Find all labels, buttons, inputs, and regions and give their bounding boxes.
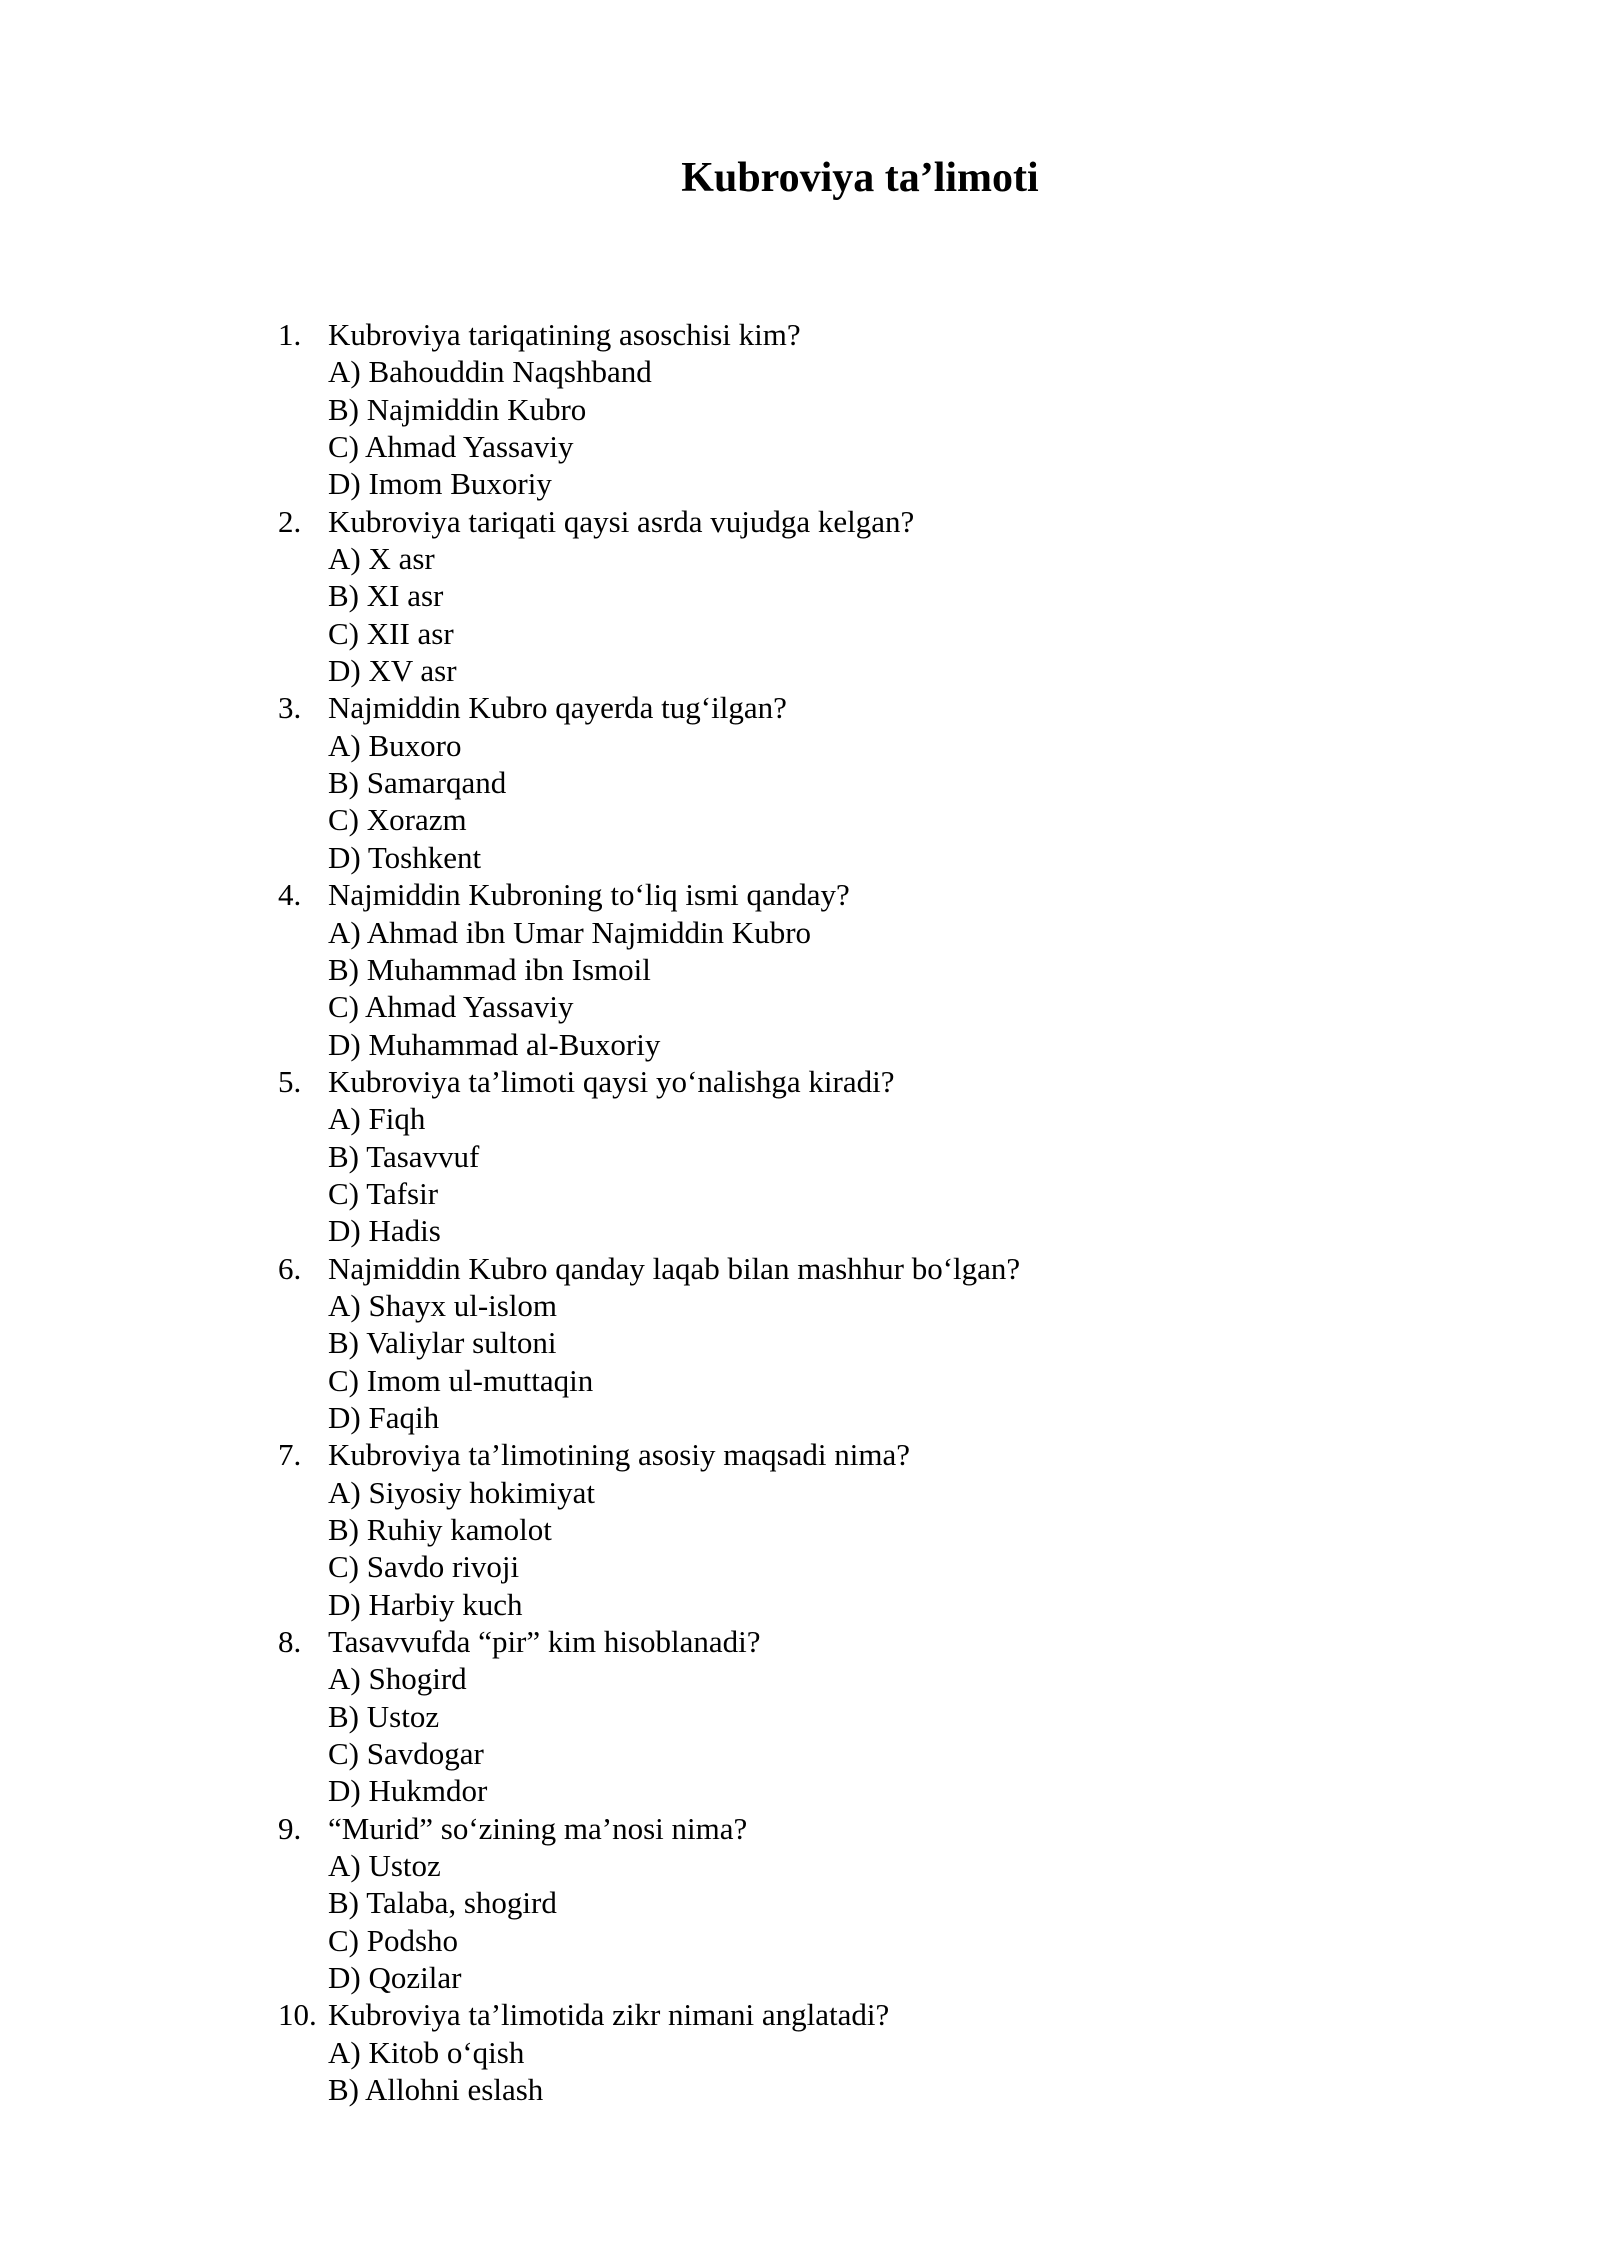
answer-option: C) Imom ul-muttaqin xyxy=(328,1362,594,1398)
answer-option: C) Podsho xyxy=(328,1922,459,1958)
question-text: Kubroviya ta’limotida zikr nimani anglatadi? xyxy=(328,1997,890,2033)
answer-option: B) Najmiddin Kubro xyxy=(328,391,587,427)
question-number: 1. xyxy=(278,317,302,352)
question-item xyxy=(278,1996,1478,2108)
question-number: 9. xyxy=(278,1810,302,1846)
question-item xyxy=(278,1623,1478,1810)
answer-option: B) Muhammad ibn Ismoil xyxy=(328,951,651,987)
question-text: Kubroviya ta’limotining asosiy maqsadi nima? xyxy=(328,1437,911,1473)
answer-options xyxy=(328,353,1478,502)
answer-options xyxy=(328,1100,1478,1249)
question-number: 5. xyxy=(278,1063,302,1099)
answer-option: A) Shayx ul-islom xyxy=(328,1287,558,1323)
question-text: “Murid” so‘zining ma’nosi nima? xyxy=(328,1810,748,1846)
question-item xyxy=(278,876,1478,1063)
answer-option: C) Savdogar xyxy=(328,1736,484,1772)
answer-option: C) XII asr xyxy=(328,615,454,651)
answer-option: B) Tasavvuf xyxy=(328,1138,480,1174)
question-number: 4. xyxy=(278,877,302,913)
question-text: Najmiddin Kubroning to‘liq ismi qanday? xyxy=(328,877,850,913)
answer-option: C) Tafsir xyxy=(328,1175,439,1211)
answer-option: A) Shogird xyxy=(328,1661,467,1697)
answer-options xyxy=(328,2034,1478,2109)
question-number: 6. xyxy=(278,1250,302,1286)
question-number: 3. xyxy=(278,690,302,726)
answer-option: A) Ahmad ibn Umar Najmiddin Kubro xyxy=(328,914,812,950)
answer-option: D) Imom Buxoriy xyxy=(328,466,552,502)
answer-option: A) Fiqh xyxy=(328,1101,426,1137)
answer-option: A) X asr xyxy=(328,541,435,577)
answer-option: A) Siyosiy hokimiyat xyxy=(328,1474,595,1510)
answer-option: A) Bahouddin Naqshband xyxy=(328,354,652,390)
answer-option: A) Ustoz xyxy=(328,1848,441,1884)
answer-option: D) Toshkent xyxy=(328,839,482,875)
question-text: Tasavvufda “pir” kim hisoblanadi? xyxy=(328,1624,761,1660)
question-number: 2. xyxy=(278,503,302,539)
answer-option: D) Qozilar xyxy=(328,1960,462,1996)
document-title: Kubroviya ta’limoti xyxy=(681,155,1039,201)
answer-option: B) Samarqand xyxy=(328,765,507,801)
question-number: 10. xyxy=(278,1997,317,2033)
answer-option: D) XV asr xyxy=(328,653,457,689)
question-text: Kubroviya tariqatining asoschisi kim? xyxy=(328,317,801,352)
answer-option: B) Ruhiy kamolot xyxy=(328,1512,552,1547)
question-text: Kubroviya tariqati qaysi asrda vujudga kelgan? xyxy=(328,503,915,539)
answer-option: B) Allohni eslash xyxy=(328,2072,544,2108)
question-item xyxy=(278,1250,1478,1437)
answer-option: D) Faqih xyxy=(328,1399,440,1435)
answer-options xyxy=(328,727,1478,876)
answer-option: B) Ustoz xyxy=(328,1698,440,1734)
answer-option: C) Ahmad Yassaviy xyxy=(328,429,574,465)
answer-option: C) Savdo rivoji xyxy=(328,1549,520,1585)
question-text: Najmiddin Kubro qayerda tug‘ilgan? xyxy=(328,690,787,726)
question-item xyxy=(278,1063,1478,1250)
answer-option: D) Harbiy kuch xyxy=(328,1586,523,1622)
question-item xyxy=(278,316,1478,503)
question-text: Kubroviya ta’limoti qaysi yo‘nalishga kiradi? xyxy=(328,1063,895,1099)
question-item xyxy=(278,1436,1478,1623)
answer-options xyxy=(328,1287,1478,1436)
answer-option: C) Ahmad Yassaviy xyxy=(328,989,574,1025)
answer-option: D) Muhammad al-Buxoriy xyxy=(328,1026,661,1062)
question-item xyxy=(278,1810,1478,1997)
answer-option: A) Kitob o‘qish xyxy=(328,2034,525,2070)
question-item xyxy=(278,689,1478,876)
question-text: Najmiddin Kubro qanday laqab bilan mashhur bo‘lgan? xyxy=(328,1250,1021,1286)
answer-options xyxy=(328,914,1478,1063)
answer-option: B) Valiylar sultoni xyxy=(328,1325,557,1361)
answer-option: B) Talaba, shogird xyxy=(328,1885,557,1921)
answer-options xyxy=(328,1847,1478,1996)
answer-option: D) Hukmdor xyxy=(328,1773,488,1809)
answer-options xyxy=(328,540,1478,689)
question-number: 7. xyxy=(278,1437,302,1473)
answer-options xyxy=(328,1660,1478,1809)
answer-option: A) Buxoro xyxy=(328,727,462,763)
answer-option: C) Xorazm xyxy=(328,802,467,838)
answer-option: D) Hadis xyxy=(328,1213,441,1249)
question-item xyxy=(278,503,1478,690)
question-list xyxy=(278,316,1478,2109)
question-number: 8. xyxy=(278,1624,302,1660)
answer-options xyxy=(328,1474,1478,1623)
answer-option: B) XI asr xyxy=(328,578,444,614)
